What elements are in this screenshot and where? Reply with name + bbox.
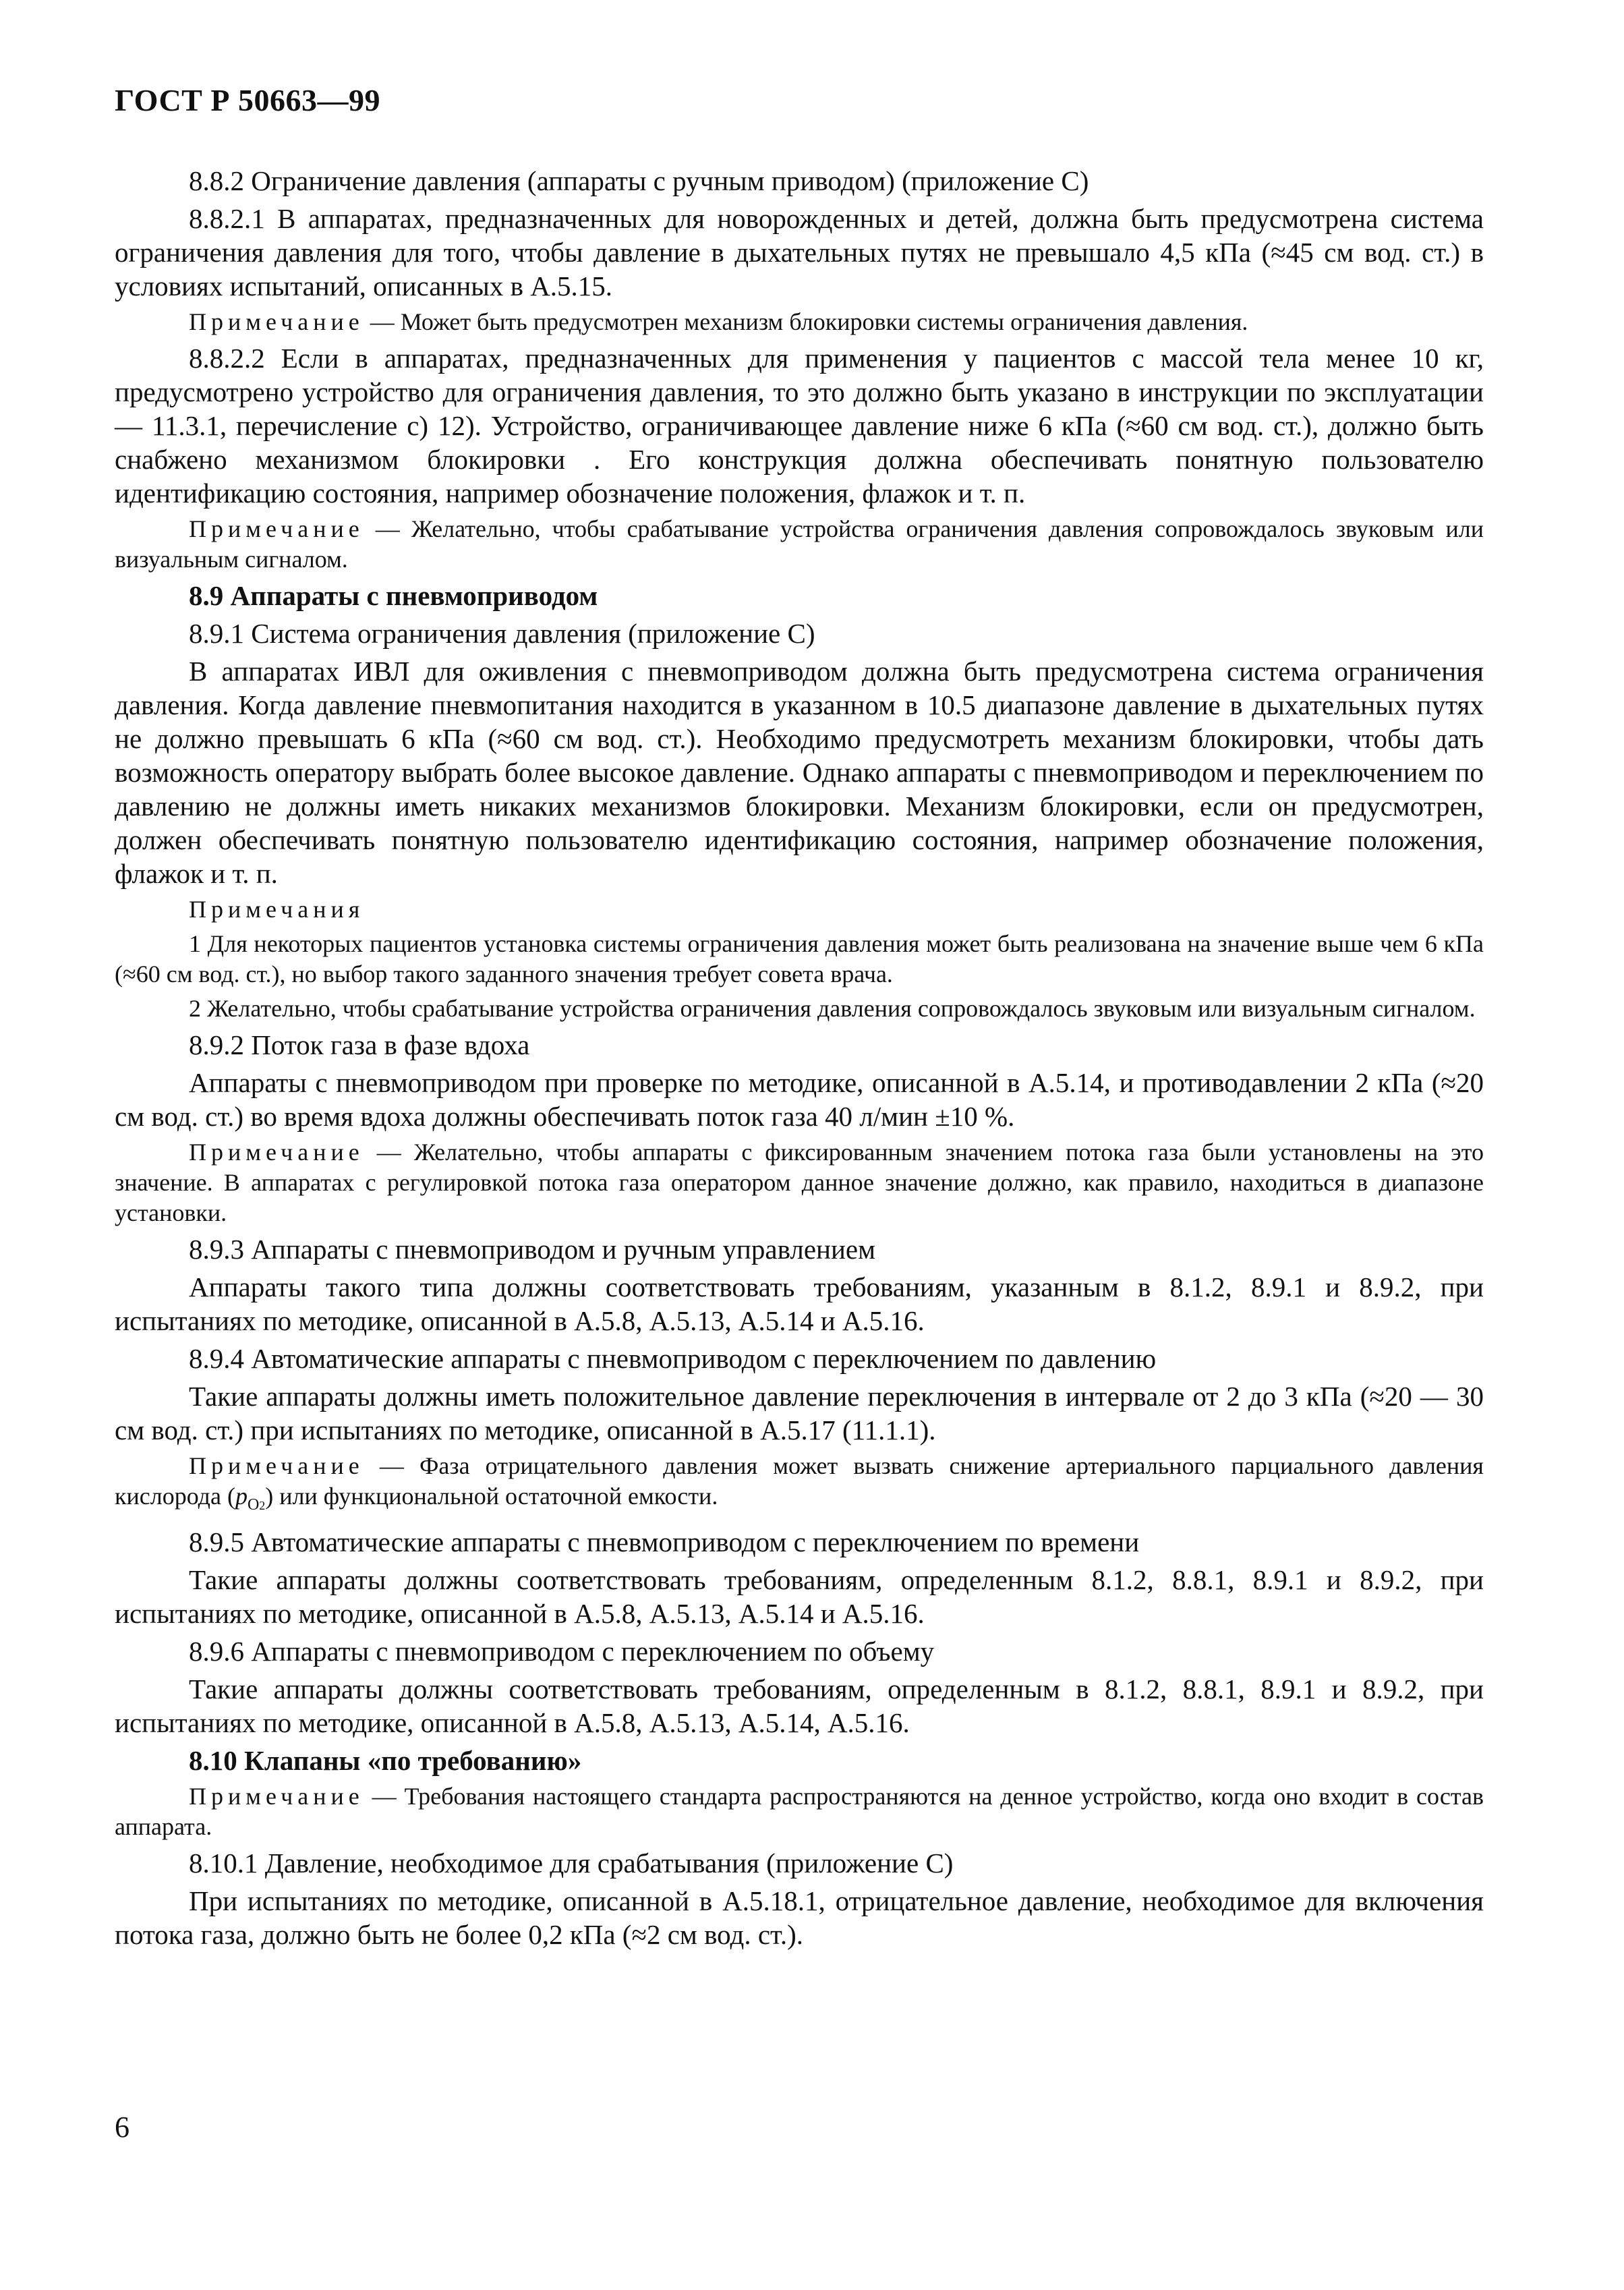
paragraph: 8.9.5 Автоматические аппараты с пневмоприводом с переключением по времени xyxy=(189,1526,1140,1557)
formula-sub: O xyxy=(247,1496,260,1514)
paragraph: Аппараты такого типа должны соответствовать требованиям, указанным в 8.1.2, 8.9.1 и 8.9.2, при испытаниях по методике, описанной в А.5.8, А.5.13, А.5.14 и А.5.16. xyxy=(115,1271,1484,1336)
paragraph: 8.9.2 Поток газа в фазе вдоха xyxy=(189,1029,530,1060)
paragraph: 8.10.1 Давление, необходимое для срабатывания (приложение С) xyxy=(189,1848,954,1879)
note-label: Примечания xyxy=(189,896,365,923)
paragraph: Такие аппараты должны иметь положительное давление переключения в интервале от 2 до 3 кПа (≈20 — 30 см вод. ст.) при испытаниях по методике, описанной в А.5.17 (11.1.1). xyxy=(115,1381,1484,1445)
paragraph: 8.9.4 Автоматические аппараты с пневмоприводом с переключением по давлению xyxy=(189,1343,1157,1374)
page-number: 6 xyxy=(115,2111,129,2144)
paragraph: 8.9.1 Система ограничения давления (приложение С) xyxy=(189,618,815,649)
paragraph: 8.8.2.2 Если в аппаратах, предназначенных для применения у пациентов с массой тела менее 10 кг, предусмотрено устройство для ограничения давления, то это должно быть указано в инструкции по эксплуатации — 11.3.1, перечисление с) 12). Устройство, ограничивающее давление ниже 6 кПа (≈60 см вод. ст.), должно быть снабжено механизмом блокировки . Его конструкция должна обеспечивать понятную пользователю идентификацию состояния, например обозначение положения, флажок и т. п. xyxy=(115,343,1484,509)
paragraph: Такие аппараты должны соответствовать требованиям, определенным в 8.1.2, 8.8.1, 8.9.1 и 8.9.2, при испытаниях по методике, описанной в А.5.8, А.5.13, А.5.14, А.5.16. xyxy=(115,1673,1484,1738)
note xyxy=(115,307,1484,337)
note-text: — Может быть предусмотрен механизм блокировки системы ограничения давления. xyxy=(364,308,1248,335)
document-header: ГОСТ Р 50663—99 xyxy=(115,83,380,117)
paragraph: Такие аппараты должны соответствовать требованиям, определенным 8.1.2, 8.8.1, 8.9.1 и 8.9.2, при испытаниях по методике, описанной в А.5.8, А.5.13, А.5.14 и А.5.16. xyxy=(115,1564,1484,1629)
paragraph: 8.9.6 Аппараты с пневмоприводом с переключением по объему xyxy=(189,1636,935,1667)
note xyxy=(115,894,1484,925)
paragraph: 8.8.2.1 В аппаратах, предназначенных для новорожденных и детей, должна быть предусмотрена система ограничения давления для того, чтобы давление в дыхательных путях не превышало 4,5 кПа (≈45 см вод. ст.) в условиях испытаний, описанных в А.5.15. xyxy=(115,203,1484,302)
paragraph: При испытаниях по методике, описанной в А.5.18.1, отрицательное давление, необходимое для включения потока газа, должно быть не более 0,2 кПа (≈2 см вод. ст.). xyxy=(115,1885,1484,1950)
formula-sub2: 2 xyxy=(259,1499,266,1512)
note-label: Примечание xyxy=(189,1452,364,1479)
note-text: — Требования настоящего стандарта распространяются на денное устройство, когда оно входит в состав аппарата. xyxy=(115,1783,1484,1840)
paragraph: В аппаратах ИВЛ для оживления с пневмоприводом должна быть предусмотрена система ограничения давления. Когда давление пневмопитания находится в указанном в 10.5 диапазоне давление в дыхательных путях не должно превышать 6 кПа (≈60 см вод. ст.). Необходимо предусмотреть механизм блокировки, чтобы дать возможность оператору выбрать более высокое давление. Однако аппараты с пневмоприводом и переключением по давлению не должны иметь никаких механизмов блокировки. Механизм блокировки, если он предусмотрен, должен обеспечивать понятную пользователю идентификацию состояния, например обозначение положения, флажок и т. п. xyxy=(115,656,1484,889)
section-heading: 8.9 Аппараты с пневмоприводом xyxy=(189,580,598,611)
note xyxy=(115,1781,1484,1842)
note xyxy=(115,1451,1484,1521)
paragraph: 8.8.2 Ограничение давления (аппараты с ручным приводом) (приложение С) xyxy=(189,165,1089,196)
note-label: Примечание xyxy=(189,308,364,335)
note-item: 2 Желательно, чтобы срабатывание устройства ограничения давления сопровождалось звуковым или визуальным сигналом. xyxy=(189,995,1476,1022)
note-label: Примечание xyxy=(189,1139,364,1166)
note-item: 1 Для некоторых пациентов установка системы ограничения давления может быть реализована на значение выше чем 6 кПа (≈60 см вод. ст.), но выбор такого заданного значения требует совета врача. xyxy=(115,930,1484,987)
note-label: Примечание xyxy=(189,515,364,542)
document-body xyxy=(115,164,1484,1955)
formula-p: p xyxy=(235,1483,248,1510)
note xyxy=(115,514,1484,575)
note-text: — Желательно, чтобы срабатывание устройства ограничения давления сопровождалось звуковым или визуальным сигналом. xyxy=(115,515,1484,573)
note-text: — Фаза отрицательного давления может вызвать снижение артериального парциального давления кислорода ( xyxy=(115,1452,1484,1510)
paragraph: 8.9.3 Аппараты с пневмоприводом и ручным управлением xyxy=(189,1234,876,1265)
paragraph: Аппараты с пневмоприводом при проверке по методике, описанной в А.5.14, и противодавлении 2 кПа (≈20 см вод. ст.) во время вдоха должны обеспечивать поток газа 40 л/мин ±10 %. xyxy=(115,1067,1484,1132)
note-text-end: ) или функциональной остаточной емкости. xyxy=(265,1483,718,1510)
section-heading: 8.10 Клапаны «по требованию» xyxy=(189,1745,582,1776)
note-label: Примечание xyxy=(189,1783,364,1810)
note-text: — Желательно, чтобы аппараты с фиксированным значением потока газа были установлены на это значение. В аппаратах с регулировкой потока газа оператором данное значение должно, как правило, находиться в диапазоне установки. xyxy=(115,1139,1484,1226)
note xyxy=(115,1137,1484,1228)
